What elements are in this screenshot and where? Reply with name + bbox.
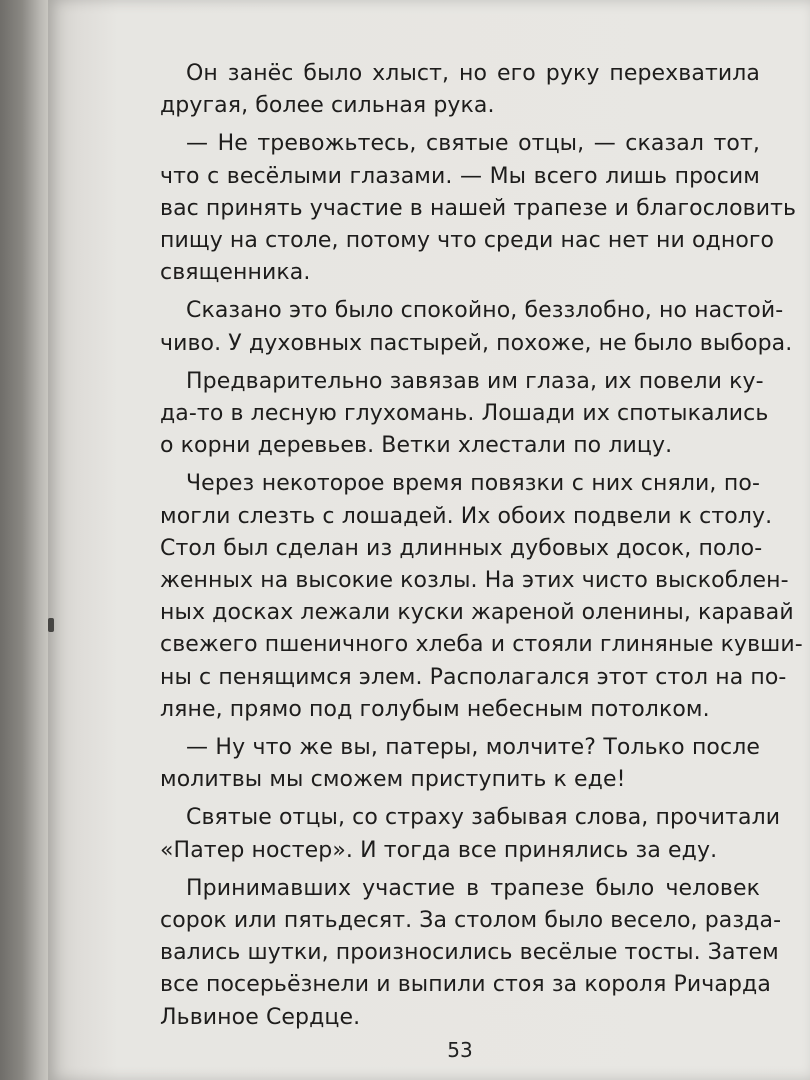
text-line: могли слезть с лошадей. Их обоих подвели к столу. bbox=[160, 503, 773, 529]
text-line: Предварительно завязав им глаза, их повели ку- bbox=[186, 368, 764, 394]
text-line: священника. bbox=[160, 260, 311, 286]
text-line: да-то в лесную глухомань. Лошади их спотыкались bbox=[160, 401, 769, 427]
text-line: женных на высокие козлы. На этих чисто выскоблен- bbox=[160, 568, 789, 594]
text-line: ных досках лежали куски жареной оленины, каравай bbox=[160, 600, 794, 626]
text-line: пищу на столе, потому что среди нас нет ни одного bbox=[160, 228, 775, 254]
paragraph bbox=[160, 468, 803, 726]
text-line: — Ну что же вы, патеры, молчите? Только после bbox=[186, 735, 760, 761]
text-line: ляне, прямо под голубым небесным потолком. bbox=[160, 696, 710, 722]
text-line: чиво. У духовных пастырей, похоже, не было выбора. bbox=[160, 330, 793, 356]
page-number: 53 bbox=[447, 1038, 473, 1062]
text-line: — Не тревожьтесь, святые отцы, — сказал тот, bbox=[186, 131, 760, 157]
book-page bbox=[48, 0, 810, 1080]
paragraph bbox=[160, 802, 781, 866]
text-line: Стол был сделан из длинных дубовых досок, поло- bbox=[160, 535, 763, 561]
text-line: вались шутки, произносились весёлые тосты. Затем bbox=[160, 940, 779, 966]
paragraph bbox=[160, 732, 760, 796]
paragraph bbox=[160, 128, 797, 289]
paragraph bbox=[160, 295, 793, 359]
margin-mark bbox=[48, 618, 54, 632]
text-line: другая, более сильная рука. bbox=[160, 93, 495, 119]
text-line: что с весёлыми глазами. — Мы всего лишь просим bbox=[160, 163, 760, 189]
text-block bbox=[160, 58, 803, 1040]
text-line: Через некоторое время повязки с них сняли, по- bbox=[186, 471, 760, 497]
paragraph bbox=[160, 58, 760, 122]
text-line: «Патер ностер». И тогда все принялись за еду. bbox=[160, 837, 718, 863]
text-line: сорок или пятьдесят. За столом было весело, разда- bbox=[160, 908, 782, 934]
text-line: все посерьёзнели и выпили стоя за короля Ричарда bbox=[160, 972, 771, 998]
text-line: Он занёс было хлыст, но его руку перехватила bbox=[186, 61, 760, 86]
text-line: Святые отцы, со страху забывая слова, прочитали bbox=[186, 805, 781, 831]
paragraph bbox=[160, 366, 769, 463]
text-line: Сказано это было спокойно, беззлобно, но настой- bbox=[186, 298, 784, 324]
text-line: Львиное Сердце. bbox=[160, 1004, 361, 1030]
text-line: о корни деревьев. Ветки хлестали по лицу. bbox=[160, 433, 673, 459]
text-line: ны с пенящимся элем. Располагался этот стол на по- bbox=[160, 664, 787, 690]
text-line: Принимавших участие в трапезе было человек bbox=[186, 875, 760, 901]
text-line: свежего пшеничного хлеба и стояли глиняные кувши- bbox=[160, 632, 803, 658]
paragraph bbox=[160, 873, 782, 1034]
text-line: молитвы мы сможем приступить к еде! bbox=[160, 767, 626, 793]
text-line: вас принять участие в нашей трапезе и благословить bbox=[160, 195, 797, 221]
